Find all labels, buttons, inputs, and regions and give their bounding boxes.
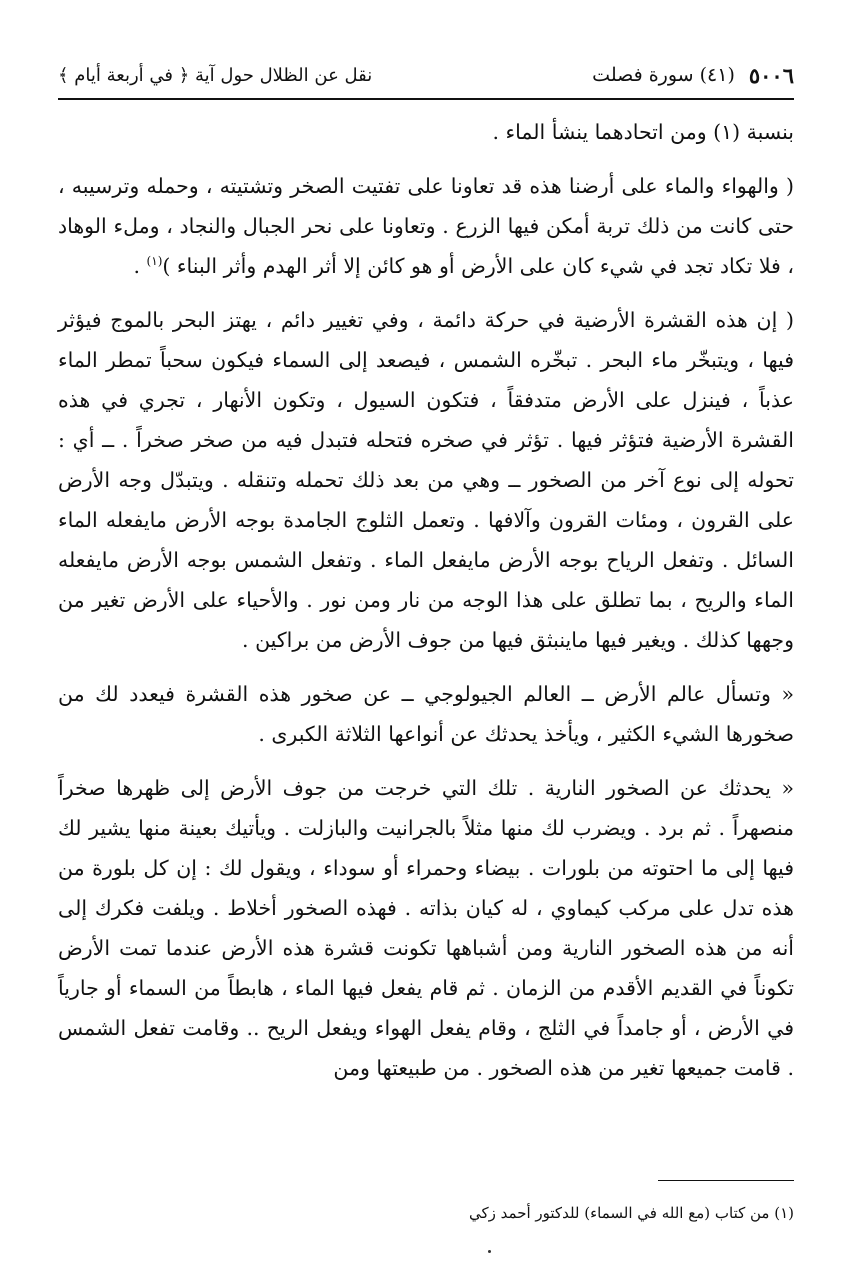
book-page <box>58 52 794 1252</box>
paragraph-ending: . <box>133 254 147 278</box>
footnote-divider <box>658 1180 794 1181</box>
paragraph <box>58 112 794 152</box>
running-header <box>58 52 794 100</box>
body-text <box>58 112 794 1088</box>
paragraph-text: ( والهواء والماء على أرضنا هذه قد تعاونا على تفتيت الصخر وتشتيته ، وحمله وترسيبه ، حتى كانت من ذلك تربة أمكن فيها الزرع . وتعاونا على نحر الجبال والنجاد ، وملء الوهاد ، فلا تكاد تجد في شيء كان على الأرض أو هو كائن إلا أثر الهدم وأثر البناء ) <box>58 174 794 278</box>
page-number: ٥٠٠٦ <box>748 62 794 88</box>
paragraph <box>58 166 794 286</box>
paragraph-text: بنسبة (١) ومن اتحادهما ينشأ الماء . <box>492 120 794 144</box>
header-topic: نقل عن الظلال حول آية ﴿ في أربعة أيام ﴾ <box>58 64 373 86</box>
paragraph <box>58 768 794 1088</box>
paragraph <box>58 300 794 660</box>
print-mark <box>488 1250 491 1253</box>
footnote: (١) من كتاب (مع الله في السماء) للدكتور أحمد زكي <box>469 1204 794 1222</box>
paragraph-text: « وتسأل عالم الأرض ــ العالم الجيولوجي ــ عن صخور هذه القشرة فيعدد لك من صخورها الشيء الكثير ، ويأخذ يحدثك عن أنواعها الثلاثة الكبرى . <box>58 682 794 746</box>
sura-title: (٤١) سورة فصلت <box>592 64 735 86</box>
paragraph <box>58 674 794 754</box>
paragraph-text: ( إن هذه القشرة الأرضية في حركة دائمة ، وفي تغيير دائم ، يهتز البحر بالموج فيؤثر فيها ، ويتبخّر ماء البحر . تبخّره الشمس ، فيصعد إلى السماء فيكون سحباً تمطر الماء عذباً ، فينزل على الأرض متدفقاً ، فتكون السيول ، وتكون الأنهار ، تجري في هذه القشرة الأرضية فتؤثر فيها . تؤثر في صخره فتحله فتبدل فيه من صخر صخراً . ــ أي : تحوله إلى نوع آخر من الصخور ــ وهي من بعد ذلك تحمله وتنقله . ويتبدّل وجه الأرض على القرون ، ومئات القرون وآلافها . وتعمل الثلوج الجامدة بوجه الأرض مايفعله الماء السائل . وتفعل الرياح بوجه الأرض مايفعل الماء . وتفعل الشمس بوجه الأرض مايفعله الماء والريح ، بما تطلق على هذا الوجه من نار ومن نور . والأحياء على الأرض تغير من وجهها كذلك . ويغير فيها ماينبثق فيها من جوف الأرض من براكين . <box>58 308 794 652</box>
header-right <box>592 63 794 88</box>
footnote-reference: (١) <box>146 254 163 269</box>
paragraph-text: « يحدثك عن الصخور النارية . تلك التي خرجت من جوف الأرض إلى ظهرها صخراً منصهراً . ثم برد . ويضرب لك منها مثلاً بالجرانيت والبازلت . ويأتيك بعينة منها يشير لك فيها إلى ما احتوته من بلورات . بيضاء وحمراء أو سوداء ، ويقول لك : إن كل بلورة من هذه تدل على مركب كيماوي ، له كيان بذاته . فهذه الصخور أخلاط . ويلفت فكرك إلى أنه من هذه الصخور النارية ومن أشباهها تكونت قشرة هذه الأرض عندما تمت الأرض تكوناً في القديم الأقدم من الزمان . ثم قام يفعل فيها الماء ، هابطاً من السماء أو جارياً في الأرض ، أو جامداً في الثلج ، وقام يفعل الهواء ويفعل الريح .. وقامت تفعل الشمس . قامت جميعها تغير من هذه الصخور . من طبيعتها ومن <box>58 776 794 1080</box>
